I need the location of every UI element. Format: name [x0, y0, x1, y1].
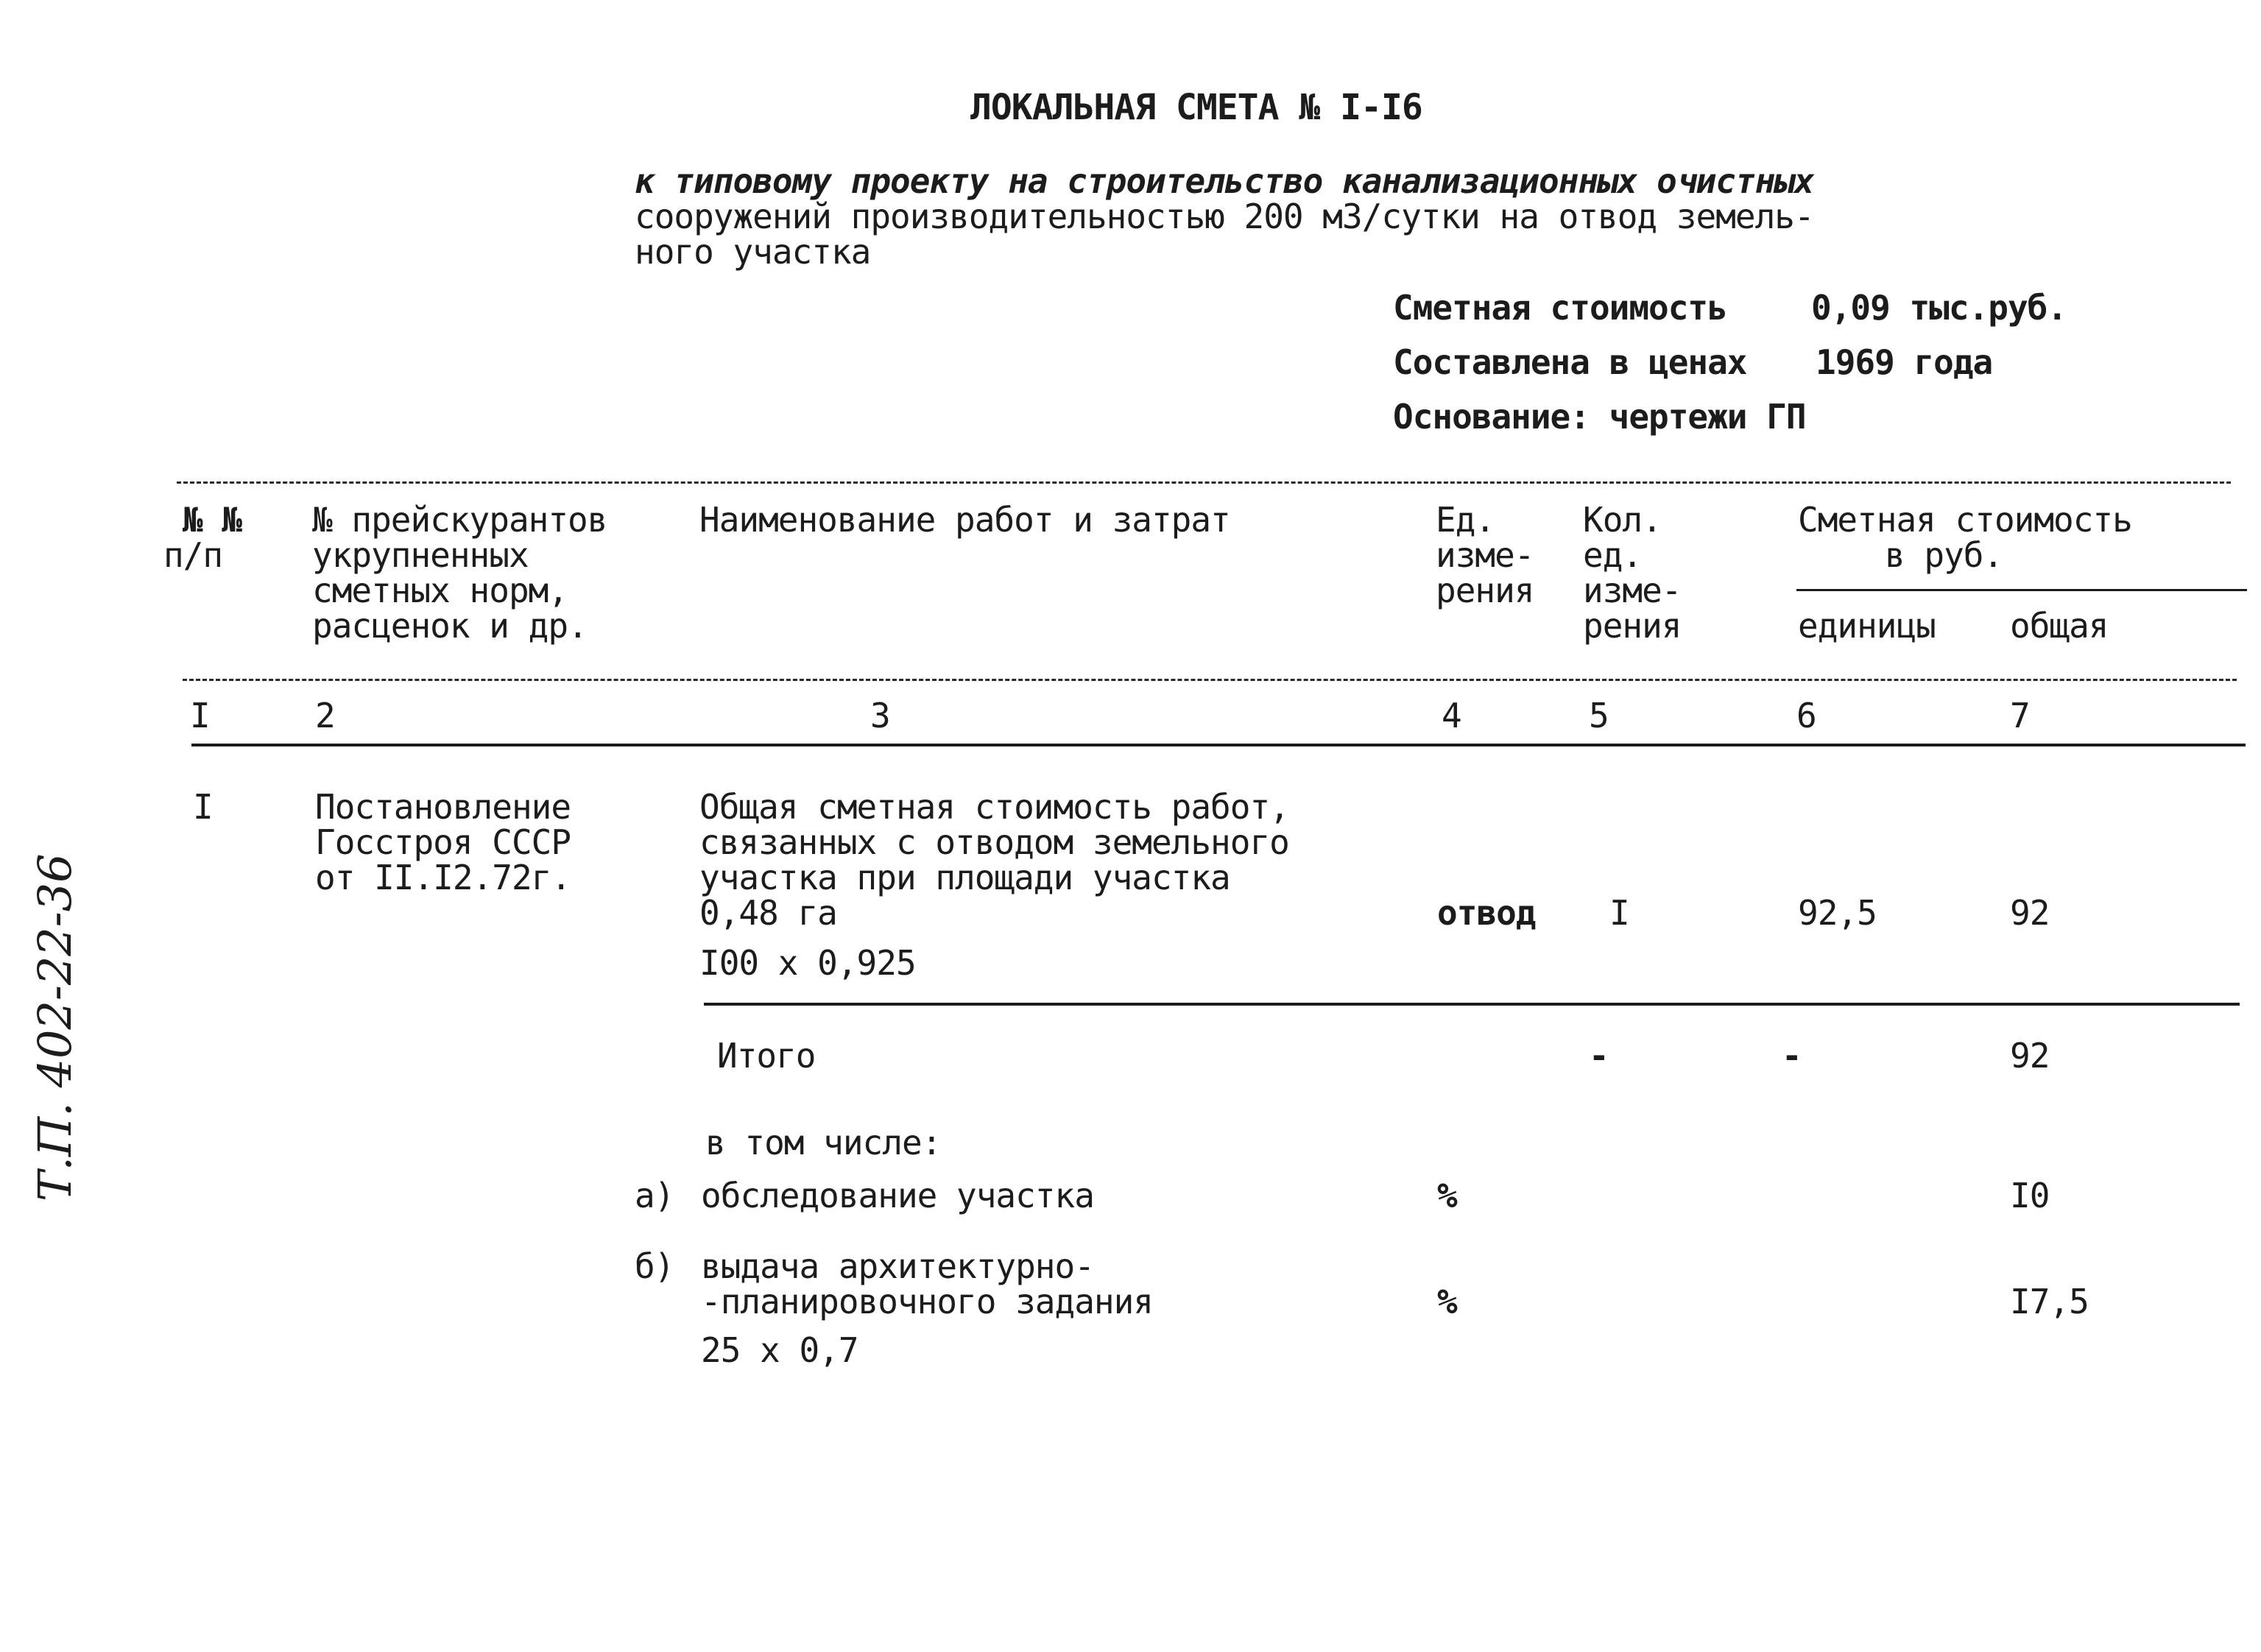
cost-group-rule	[1796, 589, 2247, 591]
row1-num: I	[193, 787, 213, 827]
row1-basis-line1: Постановление	[315, 787, 571, 827]
row1-basis-line3: от II.I2.72г.	[315, 858, 571, 897]
header-cost-group-line1: Сметная стоимость	[1798, 500, 2132, 540]
header-col1-line1: № №	[183, 500, 242, 540]
col-number-4: 4	[1442, 696, 1461, 735]
row1-unit-cost: 92,5	[1798, 893, 1877, 933]
row1-qty: I	[1609, 893, 1629, 933]
row1-formula: I00 x 0,925	[699, 943, 916, 983]
incl-b-unit: %	[1437, 1282, 1457, 1321]
header-col4-line3: рения	[1436, 571, 1534, 610]
header-col4-line2: изме-	[1436, 535, 1534, 575]
prices-value: 1969 года	[1816, 342, 1993, 382]
incl-label: в том числе:	[705, 1123, 942, 1162]
row1-desc-line3: участка при площади участка	[699, 858, 1230, 897]
header-bottom-rule	[183, 679, 2237, 681]
header-col2-line3: сметных норм,	[312, 571, 568, 610]
numbers-bottom-rule	[191, 744, 2246, 746]
table-top-rule	[177, 481, 2231, 484]
side-project-code: Т.П. 402-22-36	[28, 853, 82, 1201]
basis-line: Основание: чертежи ГП	[1393, 397, 1806, 437]
header-col4-line1: Ед.	[1436, 500, 1495, 540]
header-cost-group-line2: в руб.	[1885, 535, 2003, 575]
row1-desc-line4: 0,48 га	[699, 893, 837, 933]
col-number-3: 3	[870, 696, 890, 735]
col-number-6: 6	[1796, 696, 1816, 735]
header-col7: общая	[2010, 606, 2109, 646]
row1-basis-line2: Госстроя СССР	[315, 822, 571, 862]
subtitle-line-3: ного участка	[635, 232, 871, 272]
incl-b-text-line1: выдача архитектурно-	[701, 1246, 1094, 1286]
header-col2-line2: укрупненных	[312, 535, 529, 575]
incl-b-marker: б)	[635, 1246, 674, 1286]
incl-a-total: I0	[2010, 1176, 2050, 1215]
subtitle-line-2: сооружений производительностью 200 м3/сутки на отвод земель-	[635, 197, 1814, 236]
row1-desc-line1: Общая сметная стоимость работ,	[699, 787, 1289, 827]
row1-desc-line2: связанных с отводом земельного	[699, 822, 1289, 862]
itogo-total: 92	[2010, 1036, 2050, 1076]
document-title: ЛОКАЛЬНАЯ СМЕТА № I-I6	[970, 87, 1422, 128]
header-col1-line2: п/п	[163, 535, 223, 575]
itogo-unit-cost: -	[1782, 1036, 1802, 1076]
cost-value: 0,09 тыс.руб.	[1811, 288, 2067, 328]
incl-a-text: обследование участка	[701, 1176, 1094, 1215]
header-col2-line4: расценок и др.	[312, 606, 588, 646]
incl-b-total: I7,5	[2010, 1282, 2089, 1321]
header-col6: единицы	[1798, 606, 1936, 646]
subtitle-line-1: к типовому проекту на строительство канализационных очистных	[635, 161, 1814, 201]
prices-label: Составлена в ценах	[1393, 342, 1747, 382]
col-number-2: 2	[315, 696, 335, 735]
row1-unit: отвод	[1437, 893, 1536, 933]
incl-b-formula: 25 x 0,7	[701, 1330, 858, 1370]
header-col3: Наименование работ и затрат	[699, 500, 1230, 540]
itogo-qty: -	[1589, 1036, 1609, 1076]
incl-a-marker: а)	[635, 1176, 674, 1215]
itogo-label: Итого	[717, 1036, 816, 1076]
itogo-rule	[704, 1003, 2240, 1006]
header-col5-line4: рения	[1583, 606, 1682, 646]
header-col5-line2: ед.	[1583, 535, 1643, 575]
incl-a-unit: %	[1437, 1176, 1457, 1215]
col-number-5: 5	[1589, 696, 1609, 735]
col-number-1: I	[190, 696, 210, 735]
cost-label: Сметная стоимость	[1393, 288, 1727, 328]
header-col2-line1: № прейскурантов	[312, 500, 607, 540]
col-number-7: 7	[2010, 696, 2030, 735]
row1-total: 92	[2010, 893, 2050, 933]
header-col5-line3: изме-	[1583, 571, 1682, 610]
header-col5-line1: Кол.	[1583, 500, 1662, 540]
incl-b-text-line2: -планировочного задания	[701, 1282, 1153, 1321]
